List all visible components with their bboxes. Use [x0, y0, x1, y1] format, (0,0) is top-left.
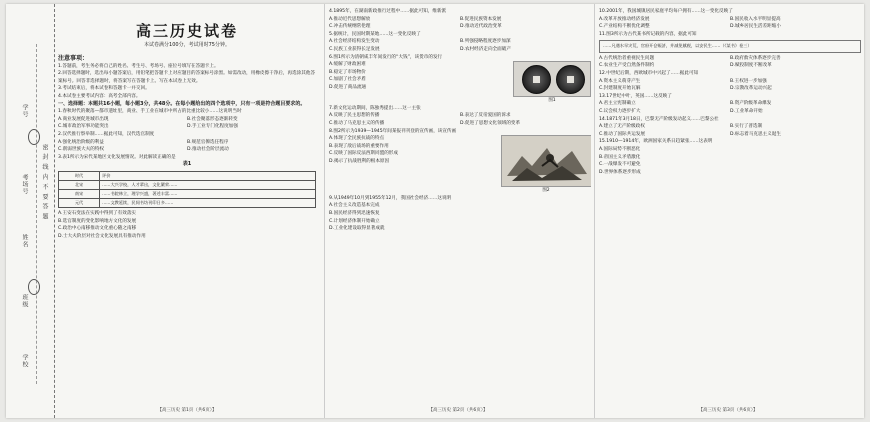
option: B.列强侵略程度逐步加深 [460, 39, 511, 45]
table-row [59, 198, 316, 207]
page-3 [594, 4, 861, 418]
binding-label-school: 学校 [21, 354, 28, 368]
option: D.世界体系逐步形成 [599, 169, 641, 175]
option: C.反映了国际反法西斯同盟的形成 [329, 151, 398, 157]
binding-seal-text: 密 封 线 内 不 要 答 题 [41, 144, 48, 221]
note-item: 2.回答选择题时，选出每小题答案后，用铅笔把答题卡上对应题目的答案标号涂黑。如需改动，用橡皮擦干净后，再选涂其他答案标号。回答非选择题时，将答案写在答题卡上。写在本试卷上无效。 [58, 71, 316, 84]
binding-label-id: 学号 [21, 104, 28, 118]
option: B.国民经济得到迅速恢复 [329, 210, 380, 216]
exam-title: 高三历史试卷 [135, 22, 238, 40]
question-9: 9.从1949年10月到1955年12月，我国社会经济……这说明 [329, 195, 452, 201]
option: D.工业化建设取得显著成就 [329, 226, 385, 232]
option: A.体现了全民族抗战的特点 [329, 136, 385, 142]
binding-label-room: 考场号 [21, 174, 28, 195]
option: A.国际局势不断恶化 [599, 146, 641, 152]
option: D.推动近代政治变革 [460, 24, 502, 30]
option: A.建立了无产阶级政权 [599, 124, 645, 130]
question-7-options [329, 112, 591, 127]
binding-hole [28, 129, 40, 145]
question-11-options [599, 55, 861, 70]
question-4-options [329, 16, 591, 31]
option: D.宗教改革运动兴起 [730, 86, 772, 92]
table-cell: ……文教延续，民间书坊刊印日多…… [100, 198, 316, 207]
page-footer: 【高三历史 第2页（共6页）】 [428, 408, 488, 414]
figure-2-illustration [501, 135, 591, 187]
option: A.反映了民主思想的传播 [329, 113, 380, 119]
option: C.加剧了社会矛盾 [329, 77, 366, 83]
page-footer: 【高三历史 第1页（共6页）】 [157, 408, 217, 414]
question-13-options [599, 100, 861, 115]
table-1 [58, 171, 316, 208]
question-3: 3.表1所示为宋代某地区文化发展情况。对此解读正确的是 [58, 154, 176, 160]
option: D.士大夫阶层对社会文化发展具有推动作用 [58, 233, 146, 239]
table-header-row [59, 171, 316, 180]
option: C.城市政治军事功能突出 [58, 124, 109, 130]
question-1: 1.春秋时代的聚落—都市遗址里，商业、手工业在城市中所占的比重比较小……这说明当时 [58, 109, 242, 115]
figure-1-coins [513, 61, 591, 97]
page-1 [58, 4, 316, 418]
option: C.一战爆发不可避免 [599, 162, 641, 168]
page-2 [324, 4, 591, 418]
option: D.标志着马克思主义诞生 [730, 131, 781, 137]
table-cell: ……大兴学校，人才辈出，文化繁荣…… [100, 180, 316, 189]
question-6-options [329, 61, 509, 91]
table-row [59, 189, 316, 198]
question-1-options [58, 116, 316, 131]
option: B.资产阶级革命爆发 [730, 101, 772, 107]
option: A.商业发展促进城市出现 [58, 116, 109, 122]
option: C.计划经济体制开始确立 [329, 218, 380, 224]
question-4: 4.1895年，在湖南新政推行过程中……据此可知，维新派 [329, 9, 447, 14]
option: C.议会权力逐步扩大 [599, 108, 641, 114]
option: D.城乡居民生活差距缩小 [730, 24, 781, 30]
question-13: 13.17世纪中叶，英国……这反映了 [599, 93, 672, 99]
option: C.政治中心南移推动文化重心随之南移 [58, 226, 137, 232]
exam-subnote: 本试卷满分100分，考试用时75分钟。 [144, 42, 230, 48]
question-5: 5.据统计，民国时期某地……这一变化反映了 [329, 31, 421, 37]
option: B.促进民族资本发展 [460, 16, 502, 22]
option: B.表达了反帝爱国的诉求 [460, 113, 511, 119]
battle-scene-image [502, 136, 591, 186]
option: C.推动了国际共运发展 [599, 131, 646, 137]
question-10: 10.2001年，我国城镇居民家庭平均每户拥有……这一变化反映了 [599, 9, 733, 14]
option: A.君主立宪制确立 [599, 101, 636, 107]
binding-label-name: 姓名 [21, 234, 28, 248]
option: D.促进了思想文化领域的变革 [460, 120, 521, 126]
exam-sheet [6, 4, 864, 418]
option: B.王权进一步加强 [730, 78, 767, 84]
option: A.王安石变法在实践中得到了有效落实 [58, 210, 137, 216]
option: A.资本主义萌芽产生 [599, 78, 641, 84]
question-12-options [599, 78, 861, 93]
question-14: 14.1871年3月18日，巴黎无产阶级发动起义……巴黎公社 [599, 116, 719, 122]
note-item: 4.本试卷主要考试内容：高考全部内容。 [58, 93, 141, 99]
table-header-cell: 评价 [100, 171, 316, 180]
option: B.政府救灾体系逐步完善 [730, 55, 781, 61]
binding-hole [28, 279, 40, 295]
note-item: 3.考试结束后，将本试卷和答题卡一并交回。 [58, 86, 150, 92]
option: C.农业生产受自然条件制约 [599, 63, 655, 69]
option: D.促进了商品流通 [329, 84, 367, 90]
question-14-options [599, 123, 861, 138]
option: A.强化统治阶级的利益 [58, 139, 104, 145]
question-8-options [329, 135, 497, 165]
page-footer: 【高三历史 第3页（共6页）】 [698, 408, 758, 414]
option: B.表现了敌后战场的重要作用 [329, 143, 389, 149]
figure-2-caption: 图2 [542, 188, 550, 194]
option: B.选官制度的变化影响地方文化的发展 [58, 218, 137, 224]
binding-label-class: 班级 [21, 294, 28, 308]
option: D.揭示了抗战胜利的根本原因 [329, 158, 390, 164]
option: A.古代统治者重视民生问题 [599, 55, 655, 61]
option: C.封建制度开始瓦解 [599, 86, 641, 92]
table-cell: 北宋 [59, 180, 100, 189]
option: B.稳定了市场物价 [329, 69, 366, 75]
option: D.推动社会阶层流动 [187, 147, 229, 153]
option: A.改革开放推动经济发展 [599, 16, 650, 22]
option: B.帝国主义矛盾激化 [599, 154, 641, 160]
option: D.工业革命开始 [730, 108, 763, 114]
option: C.产业结构不断优化调整 [599, 24, 650, 30]
option: C.民族工业获得长足发展 [329, 46, 380, 52]
table-caption: 表1 [182, 161, 192, 168]
section-heading: 一、选择题：本题共16小题，每小题3分，共48分。在每小题给出的四个选项中，只有一项是符合题目要求的。 [58, 100, 306, 107]
option: A.缓解了财政困难 [329, 62, 366, 68]
option: C.削弱世族大夫的特权 [58, 147, 105, 153]
option: A.社会主义改造基本完成 [329, 203, 380, 209]
option: A.社会经济结构发生变动 [329, 39, 380, 45]
notes-heading: 注意事项： [58, 54, 89, 62]
question-8: 8.图2所示为1939—1945年间某报刊刊登的宣传画，该宣传画 [329, 128, 457, 134]
table-row [59, 180, 316, 189]
question-2: 2.汉代推行察举制……据此可知，汉代选官制度 [58, 131, 155, 137]
figure-1-caption: 图1 [548, 98, 556, 104]
option: D.赋役制度不断改革 [730, 63, 772, 69]
coin-image [556, 65, 585, 94]
question-5-options [329, 38, 591, 53]
option: B.规范官僚选任程序 [187, 139, 229, 145]
option: B.国民收入水平明显提高 [730, 16, 781, 22]
seal-line [36, 44, 37, 384]
option: B.社会聚落形态逐渐转变 [187, 116, 238, 122]
note-item: 1.答题前，考生务必将自己的姓名、考生号、考场号、座位号填写在答题卡上。 [58, 63, 219, 69]
question-7: 7.新文化运动期间，陈独秀提出……这一主张 [329, 105, 421, 111]
table-cell: 元代 [59, 198, 100, 207]
table-header-cell: 时代 [59, 171, 100, 180]
question-11: 11.图3所示为古代某书所记载的内容，据此可知 [599, 31, 697, 37]
coin-image [522, 65, 551, 94]
question-10-options [599, 16, 861, 31]
table-cell: ……书院林立，理学兴盛，著述丰富…… [100, 189, 316, 198]
option: B.实行了普选制 [730, 124, 763, 130]
question-2-options [58, 139, 316, 154]
option: C.冲击传统纲常伦理 [329, 24, 371, 30]
quote-box: ……凡遇水旱灾荒，官府开仓赈济，并减免赋税，以安民生……（《某书》卷三） [599, 40, 861, 52]
option: D.农村经济走向全面破产 [460, 46, 511, 52]
table-cell: 南宋 [59, 189, 100, 198]
question-6: 6.图1所示为清朝咸丰年间发行的“大钱”，该货币的发行 [329, 54, 443, 60]
question-15: 15.1910—1914年，欧洲国家关系日趋紧张……这表明 [599, 139, 713, 145]
binding-strip [6, 4, 55, 418]
question-12: 12.中世纪后期，西欧城市中兴起了……据此可知 [599, 70, 699, 76]
option: D.手工业专门化程度加强 [187, 124, 238, 130]
option: A.推动近代思想解放 [329, 16, 371, 22]
option: C.推动了马克思主义的传播 [329, 120, 385, 126]
